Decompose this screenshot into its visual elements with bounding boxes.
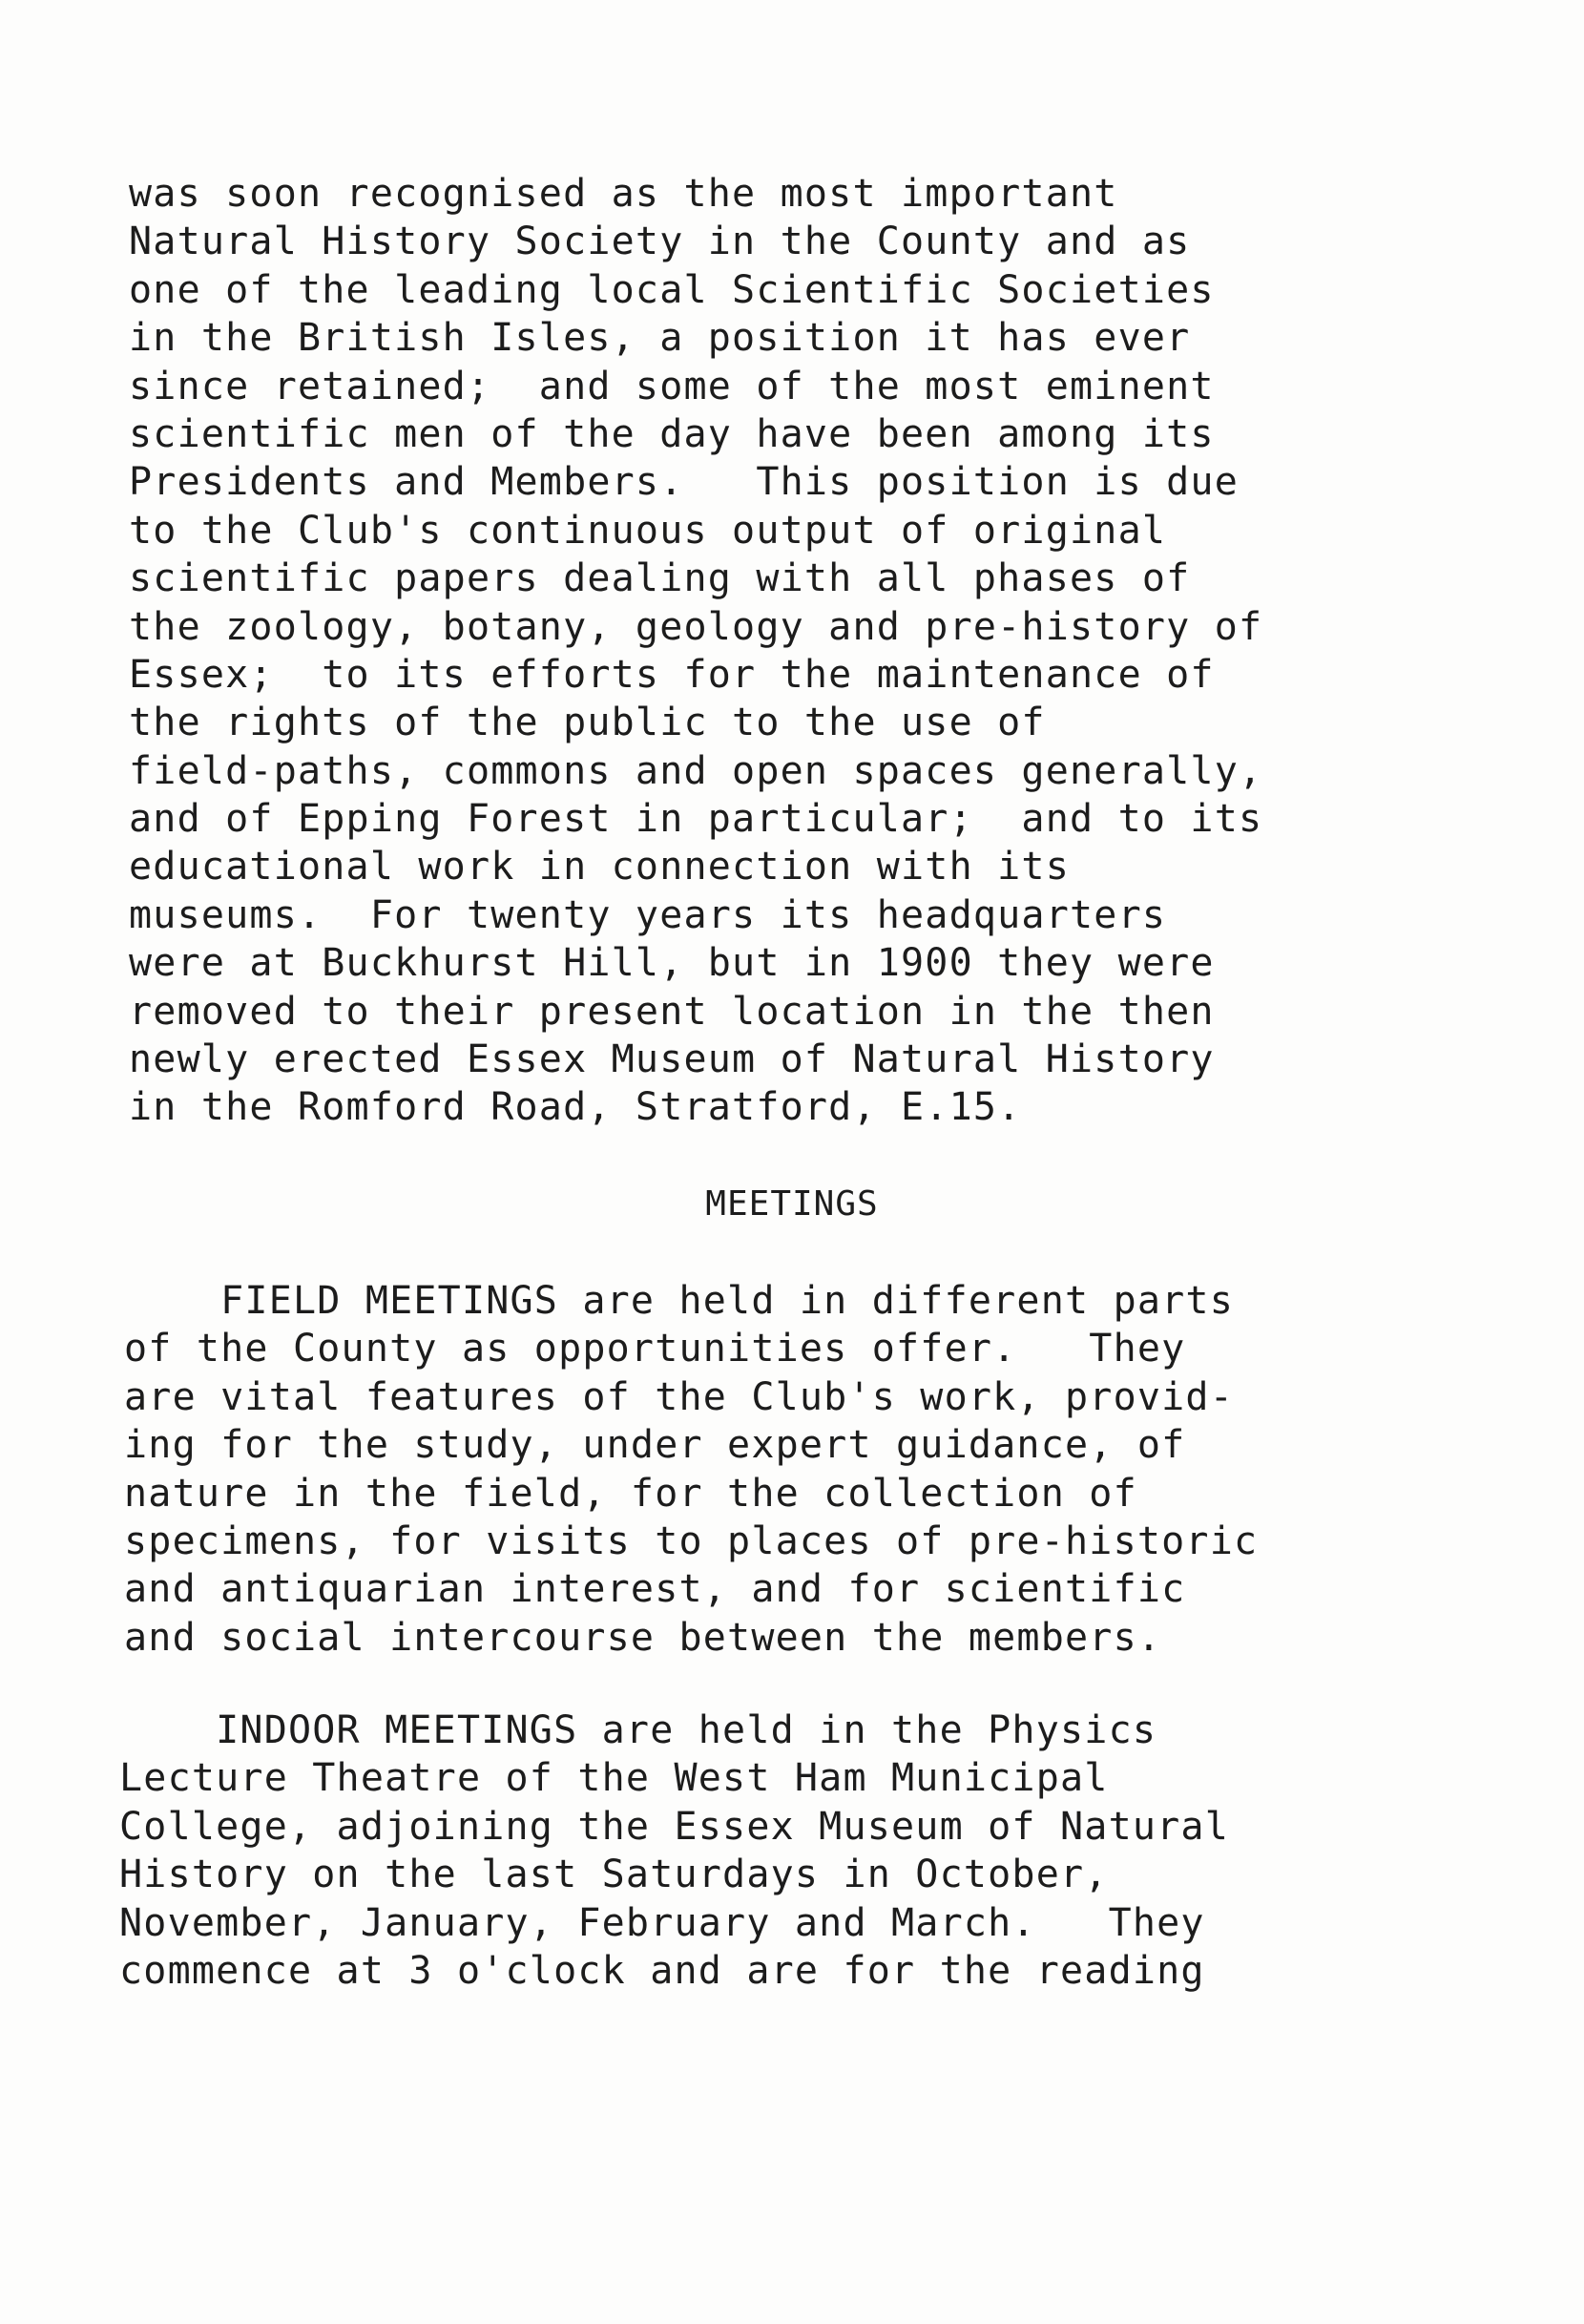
text-line: in the Romford Road, Stratford, E.15. bbox=[129, 1085, 1022, 1130]
text-line: November, January, February and March. They bbox=[119, 1900, 1205, 1945]
text-line: and of Epping Forest in particular; and to its bbox=[129, 797, 1263, 842]
text-line: are vital features of the Club's work, provid- bbox=[124, 1374, 1234, 1419]
indoor-meetings-paragraph bbox=[119, 1706, 1532, 1995]
text-line: was soon recognised as the most important bbox=[129, 172, 1118, 216]
text-line: and antiquarian interest, and for scientific bbox=[124, 1567, 1186, 1612]
text-line: FIELD MEETINGS are held in different parts bbox=[124, 1279, 1234, 1323]
text-line: Presidents and Members. This position is due bbox=[129, 460, 1239, 505]
text-line: to the Club's continuous output of original bbox=[129, 508, 1167, 553]
text-line: scientific men of the day have been among its bbox=[129, 411, 1215, 456]
text-line: nature in the field, for the collection of bbox=[124, 1471, 1137, 1516]
text-line: History on the last Saturdays in October, bbox=[119, 1853, 1109, 1897]
text-line: specimens, for visits to places of pre-historic bbox=[124, 1518, 1259, 1563]
intro-paragraph bbox=[129, 170, 1541, 1132]
text-line: museums. For twenty years its headquarters bbox=[129, 892, 1167, 937]
field-meetings-paragraph bbox=[124, 1277, 1536, 1662]
text-line: since retained; and some of the most eminent bbox=[129, 364, 1215, 408]
text-line: Essex; to its efforts for the maintenance of bbox=[129, 652, 1215, 697]
text-line: were at Buckhurst Hill, but in 1900 they were bbox=[129, 941, 1215, 986]
text-line: College, adjoining the Essex Museum of Natural bbox=[119, 1804, 1229, 1849]
text-line: scientific papers dealing with all phases of bbox=[129, 556, 1191, 601]
text-line: INDOOR MEETINGS are held in the Physics bbox=[119, 1708, 1157, 1752]
text-line: ing for the study, under expert guidance, of bbox=[124, 1423, 1186, 1468]
text-line: Lecture Theatre of the West Ham Municipal bbox=[119, 1756, 1109, 1801]
text-line: removed to their present location in the then bbox=[129, 989, 1215, 1034]
text-line: the rights of the public to the use of bbox=[129, 701, 1046, 745]
text-line: commence at 3 o'clock and are for the reading bbox=[119, 1948, 1205, 1993]
text-line: the zoology, botany, geology and pre-history of bbox=[129, 604, 1263, 649]
text-line: in the British Isles, a position it has ever bbox=[129, 316, 1191, 361]
text-line: and social intercourse between the members. bbox=[124, 1615, 1162, 1660]
text-line: newly erected Essex Museum of Natural History bbox=[129, 1037, 1215, 1082]
section-heading-meetings: MEETINGS bbox=[705, 1184, 879, 1224]
text-line: Natural History Society in the County and as bbox=[129, 220, 1191, 264]
text-line: one of the leading local Scientific Societies bbox=[129, 267, 1215, 312]
text-line: of the County as opportunities offer. They bbox=[124, 1327, 1186, 1371]
text-line: educational work in connection with its bbox=[129, 845, 1070, 890]
text-line: field-paths, commons and open spaces generally, bbox=[129, 748, 1263, 793]
